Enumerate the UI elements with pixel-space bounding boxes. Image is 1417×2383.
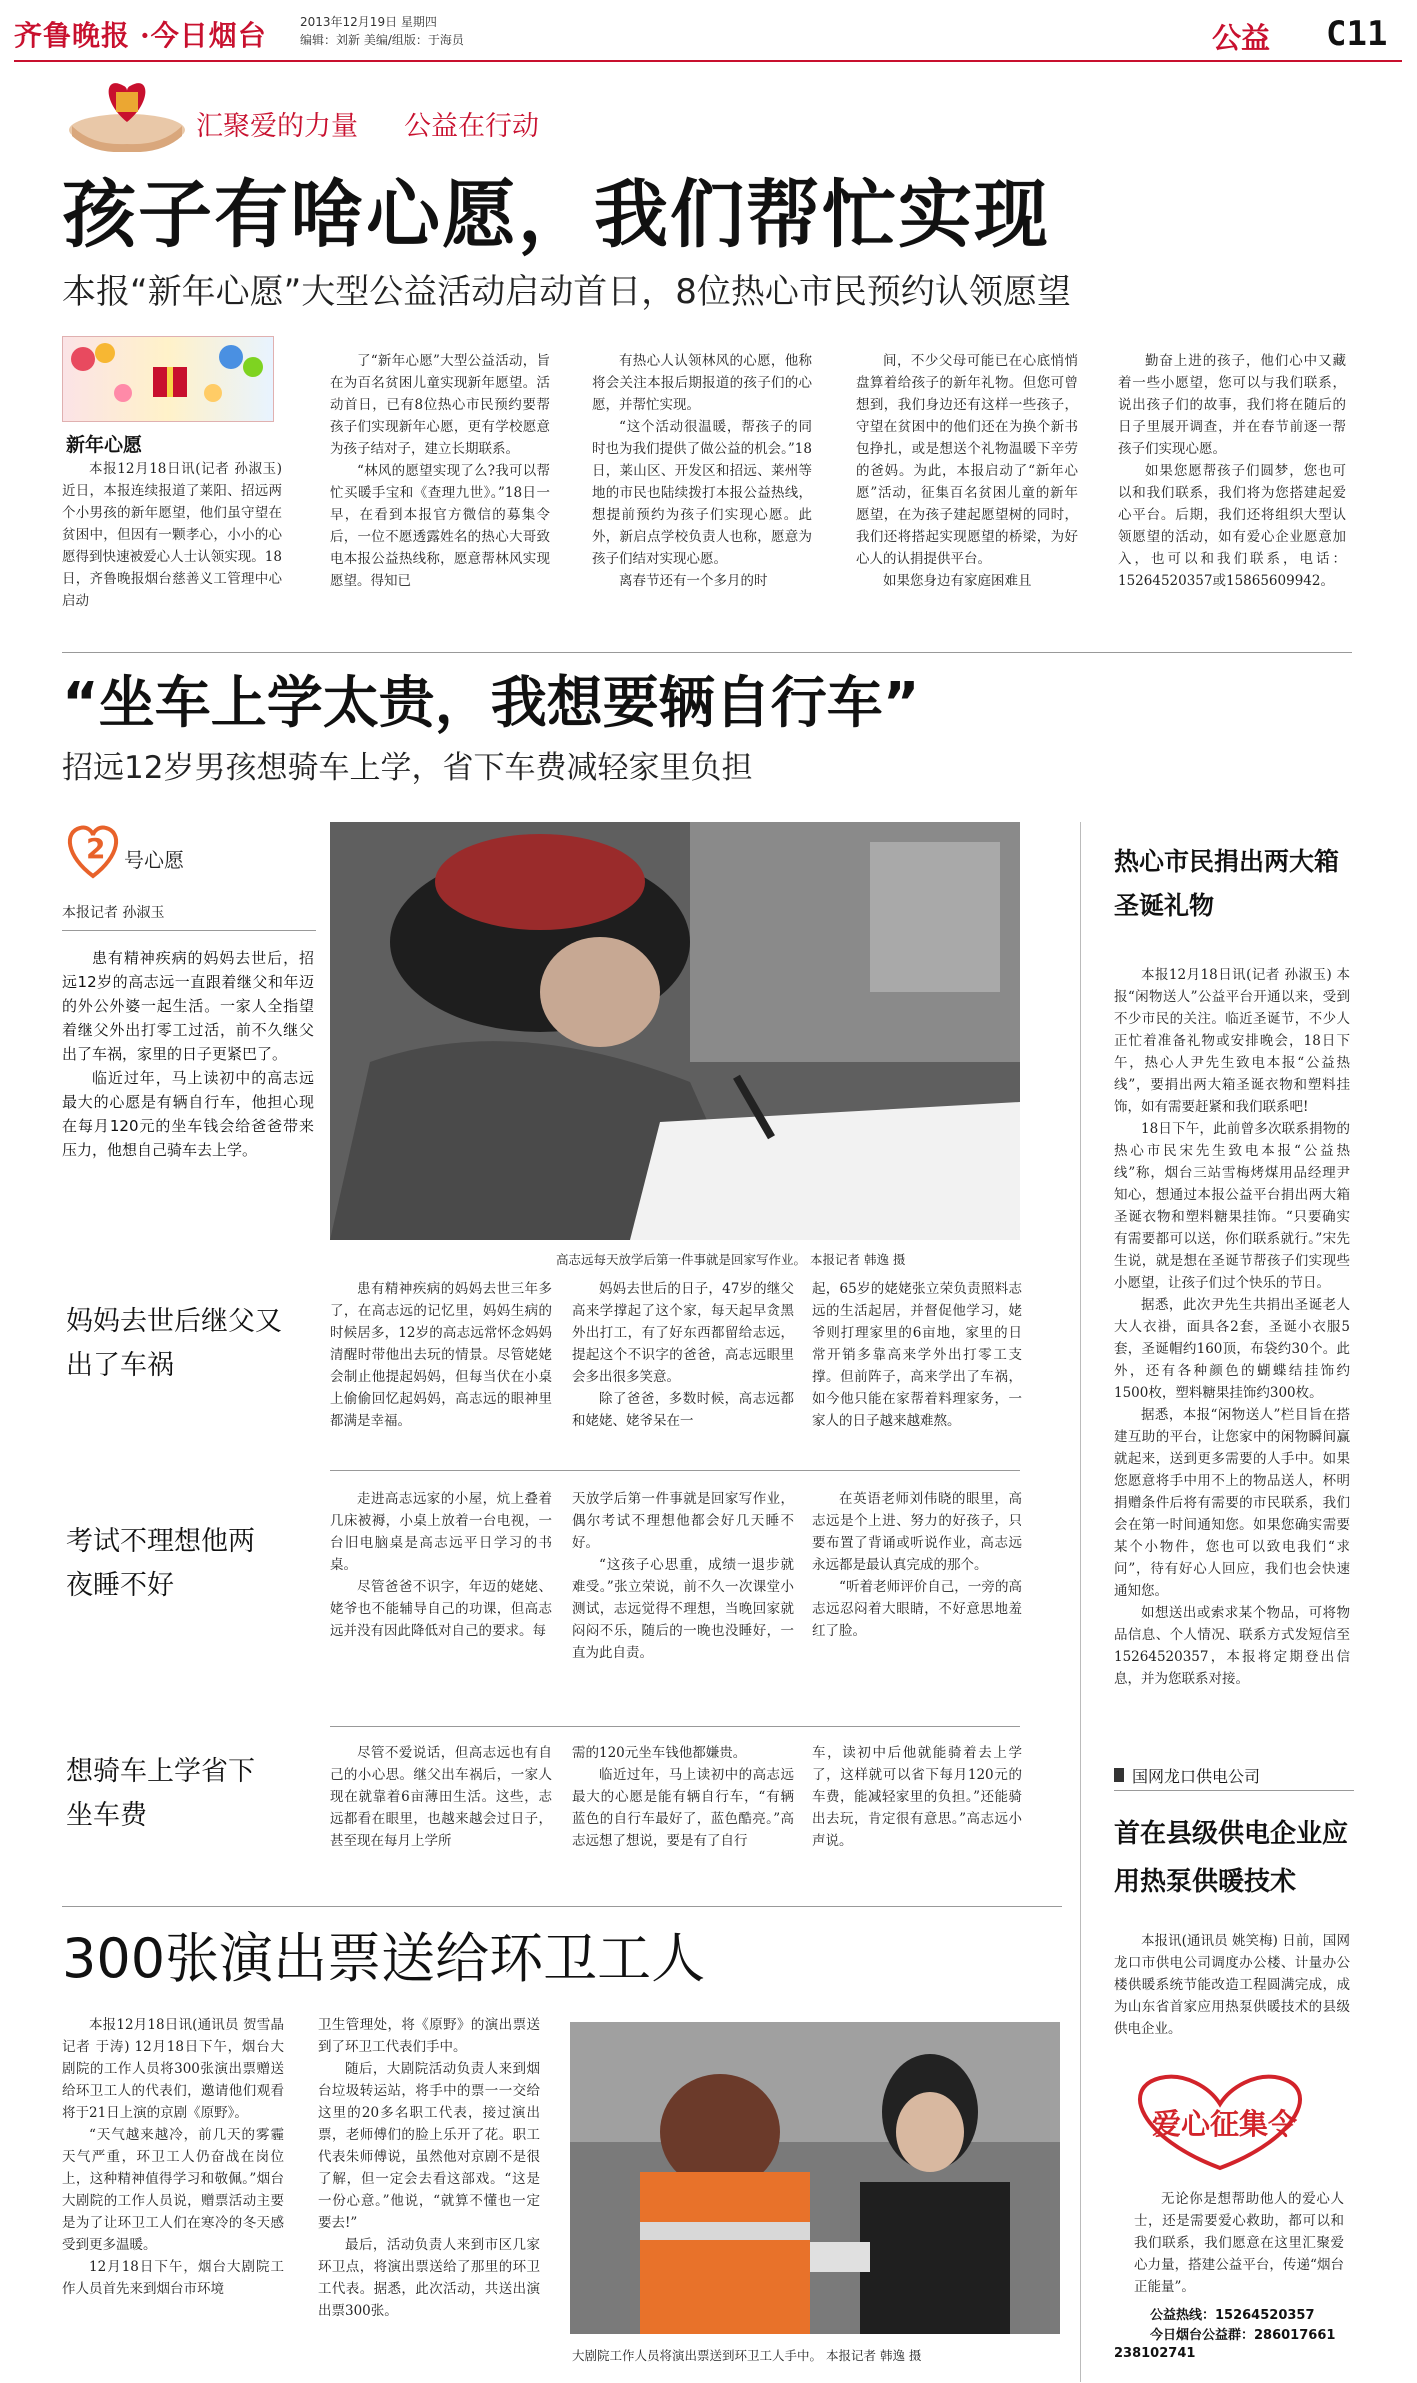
article2-s2c3: 在英语老师刘伟晓的眼里，高志远是个上进、努力的好孩子，只要布置了背诵或听说作业，高志远永远都是最认真完成的那个。 “听着老师评价自己，一旁的高志远忍闷着大眼睛，不好意思地羞红了脸。	[812, 1491, 1022, 1639]
love-extra-number: 238102741	[1114, 2346, 1196, 2361]
editor-line: 编辑：刘新 美编/组版：于海员	[300, 33, 464, 47]
company-tag-label: 国网龙口供电公司	[1132, 1767, 1261, 1786]
article2-s2c1: 走进高志远家的小屋，炕上叠着几床被褥，小桌上放着一台电视，一台旧电脑桌是高志远平日学习的书桌。 尽管爸爸不识字，年迈的姥姥、姥爷也不能辅导自己的功课，但高志远并没有因此降低对自己的要求。每	[330, 1491, 552, 1639]
page-number: C11	[1326, 14, 1388, 54]
category-label: 公益	[1212, 21, 1271, 55]
banner-slogan-right: 公益在行动	[404, 111, 539, 142]
article2-s1c3: 起，65岁的姥姥张立荣负责照料志远的生活起居，并督促他学习，姥爷则打理家里的6亩地，家里的日常开销多靠高来学外出打零工支撑。但前阵子，高来学出了车祸，如今他只能在家帮着料理家务，一家人的日子越来越难熬。	[812, 1281, 1022, 1429]
sidebar-article1-body: 本报12月18日讯(记者 孙淑玉) 本报“闲物送人”公益平台开通以来，受到不少市民的关注。临近圣诞节，不少人正忙着准备礼物或安排晚会，18日下午，热心人尹先生致电本报“公益热线”，要捐出两大箱圣诞衣物和塑料挂饰，如有需要赶紧和我们联系吧! 18日下午，此前曾多次联系捐物的热心市民宋先生致电本报“公益热线”称，烟台三站雪梅烤煤用品经理尹知心，想通过本报公益平台捐出两大箱圣诞衣物和塑料糖果挂饰。“只要确实有需要都可以送，你们联系就行。”宋先生说，就是想在圣诞节帮孩子们实现些小愿望，让孩子们过个快乐的节日。 据悉，此次尹先生共捐出圣诞老人大人衣褂，面具各2套，圣诞小衣服5套，圣诞帽约160顶，布袋约30个。此外，还有各种颜色的蝴蝶结挂饰约1500枚，塑料糖果挂饰约300枚。 据悉，本报“闲物送人”栏目旨在搭建互助的平台，让您家中的闲物瞬间赢就起来，送到更多需要的人手中。如果您愿意将手中用不上的物品送人，杯明捐赠条件后将有需要的市民联系，我们会在第一时间通知您。如果您确实需要某个小物件，您也可以致电我们“求问”，待有好心人回应，我们也会快速通知您。 如想送出或索求某个物品，可将物品信息、个人情况、联系方式发短信至15264520357，本报将定期登出信息，并为您联系对接。	[1114, 967, 1350, 1687]
article3-title: 300张演出票送给环卫工人	[62, 1927, 706, 1990]
article1-col1: 本报12月18日讯(记者 孙淑玉) 近日，本报连续报道了莱阳、招远两个小男孩的新年愿望，他们虽守望在贫困中，但因有一颗孝心，小小的心愿得到快速被爱心人士认领实现。18日，齐鲁晚报烟台慈善义工管理中心启动	[62, 461, 282, 609]
sidebar-article2-body: 本报讯(通讯员 姚笑梅) 日前，国网龙口市供电公司调度办公楼、计量办公楼供暖系统节能改造工程圆满完成，成为山东省首家应用热泵供暖技术的县级供电企业。	[1114, 1933, 1350, 2037]
sidebar-article2-title: 首在县级供电企业应用热泵供暖技术	[1114, 1819, 1349, 1897]
newspaper-logo: 齐鲁晚报	[14, 19, 131, 52]
love-call-text: 无论你是想帮助他人的爱心人士，还是需要爱心救助，都可以和我们联系，我们愿意在这里汇聚爱心力量，搭建公益平台，传递“烟台正能量”。	[1134, 2191, 1344, 2295]
section-name: ·今日烟台	[140, 19, 267, 52]
article2-s3c1: 尽管不爱说话，但高志远也有自己的小心思。继父出车祸后，一家人现在就靠着6亩薄田生活。这些，志远都看在眼里，也越来越会过日子，甚至现在每月上学所	[330, 1745, 552, 1849]
sanitation-worker-photo	[570, 2022, 1060, 2334]
article2-byline: 本报记者 孙淑玉	[62, 905, 165, 921]
header-rule	[14, 60, 1402, 62]
article1-col4: 间，不少父母可能已在心底悄悄盘算着给孩子的新年礼物。但您可曾想到，我们身边还有这样一些孩子，守望在贫困中的他们还在为换个新书包挣扎，或是想送个礼物温暖下辛劳的爸妈。为此，本报启动了“新年心愿”活动，征集百名贫困儿童的新年愿望，在为孩子建起愿望树的同时，我们还将搭起实现愿望的桥梁，为好心人的认捐提供平台。 如果您身边有家庭困难且	[856, 353, 1078, 589]
sidebar-article1-title: 热心市民捐出两大箱圣诞礼物	[1114, 847, 1340, 920]
masthead	[0, 0, 1417, 72]
hands-heart-icon	[62, 66, 192, 152]
love-call-box	[1100, 2068, 1360, 2368]
divider	[62, 1906, 1062, 1907]
love-hotline: 公益热线：15264520357	[1150, 2308, 1315, 2323]
article2-s3c2: 需的120元坐车钱他都嫌贵。 临近过年，马上读初中的高志远最大的心愿是能有辆自行车，“有辆蓝色的自行车最好了，蓝色酷亮。”高志远想了想说，要是有了自行	[572, 1745, 794, 1849]
divider	[330, 1726, 1020, 1727]
article1-title: 孩子有啥心愿，我们帮忙实现	[62, 172, 1050, 258]
article2-s3c3: 车，读初中后他就能骑着去上学了，这样就可以省下每月120元的车费，能减轻家里的负担。”还能骑出去玩，肯定很有意思。”高志远小声说。	[812, 1745, 1022, 1849]
article2-subtitle: 招远12岁男孩想骑车上学，省下车费减轻家里负担	[62, 750, 753, 786]
boy-studying-image	[330, 822, 1020, 1240]
article1-logo-label: 新年心愿	[66, 434, 143, 456]
article2-photo-caption: 高志远每天放学后第一件事就是回家写作业。 本报记者 韩逸 摄	[556, 1252, 906, 1267]
divider	[62, 930, 316, 931]
article1-subtitle: 本报“新年心愿”大型公益活动启动首日，8位热心市民预约认领愿望	[62, 272, 1071, 312]
wish-badge-number: 2	[86, 832, 106, 865]
article1-col5: 勤奋上进的孩子，他们心中又藏着一些小愿望，您可以与我们联系，说出孩子们的故事，我们将在随后的日子里展开调查，并在春节前逐一帮孩子们实现心愿。 如果您愿帮孩子们圆梦，您也可以和我们联系，我们将为您搭建起爱心平台。后期，我们还将组织大型认领愿望的活动，如有爱心企业愿意加入，也可以和我们联系，电话：15264520357或15865609942。	[1118, 353, 1346, 589]
sanitation-worker-image	[570, 2022, 1060, 2334]
divider	[62, 652, 1352, 653]
square-bullet-icon	[1114, 1768, 1124, 1782]
article3-col2: 卫生管理处，将《原野》的演出票送到了环卫工代表们手中。 随后，大剧院活动负责人来到烟台垃圾转运站，将手中的票一一交给这里的20多名职工代表，接过演出票，老师傅们的脸上乐开了花。职工代表朱师傅说，虽然他对京剧不是很了解，但一定会去看这部戏。“这是一份心意。”他说，“就算不懂也一定要去!” 最后，活动负责人来到市区几家环卫点，将演出票送给了那里的环卫工代表。据悉，此次活动，共送出演出票300张。	[318, 2017, 540, 2319]
article2-s2c2: 天放学后第一件事就是回家写作业，偶尔考试不理想他都会好几天睡不好。 “这孩子心思重，成绩一退步就难受。”张立荣说，前不久一次课堂小测试，志远觉得不理想，当晚回家就闷闷不乐，随后的一晚也没睡好，一直为此自责。	[572, 1491, 794, 1661]
date-line: 2013年12月19日 星期四	[300, 15, 437, 29]
article1-col2: 了“新年心愿”大型公益活动，旨在为百名贫困儿童实现新年愿望。活动首日，已有8位热心市民预约要帮孩子们实现新年心愿，更有学校愿意为孩子结对子，建立长期联系。 “林风的愿望实现了么?我可以帮忙买暖手宝和《查理九世》。”18日一早，在看到本报官方微信的募集令后，一位不愿透露姓名的热心大哥致电本报公益热线称，愿意帮林风实现愿望。得知已	[330, 353, 550, 589]
love-call-title: 爱心征集令	[1152, 2107, 1298, 2141]
company-tag	[1114, 1762, 1354, 1791]
boy-studying-photo	[330, 822, 1020, 1240]
article2-s1c1: 患有精神疾病的妈妈去世三年多了，在高志远的记忆里，妈妈生病的时候居多，12岁的高志远常怀念妈妈清醒时带他出去玩的情景。尽管姥姥会制止他提起妈妈，但每当伏在小桌上偷偷回忆起妈妈，高志远的眼神里都满是幸福。	[330, 1281, 552, 1429]
banner	[0, 66, 1417, 156]
article2-s1c2: 妈妈去世后的日子，47岁的继父高来学撑起了这个家，每天起早贪黑外出打工，有了好东西都留给志远，提起这个不识字的爸爸，高志远眼里会多出很多笑意。 除了爸爸，多数时候，高志远都和姥姥、姥爷呆在一	[572, 1281, 794, 1429]
subhead-mother: 妈妈去世后继父又出了车祸	[66, 1306, 282, 1381]
love-wechat: 今日烟台公益群：286017661	[1150, 2328, 1336, 2343]
subhead-exam: 考试不理想他两夜睡不好	[66, 1526, 255, 1601]
article3-col1: 本报12月18日讯(通讯员 贺雪晶 记者 于涛) 12月18日下午，烟台大剧院的工作人员将300张演出票赠送给环卫工人的代表们，邀请他们观看将于21日上演的京剧《原野》。 “天气越来越冷，前几天的雾霾天气严重，环卫工人仍奋战在岗位上，这种精神值得学习和敬佩。”烟台大剧院的工作人员说，赠票活动主要是为了让环卫工人们在寒冷的冬天感受到更多温暖。 12月18日下午，烟台大剧院工作人员首先来到烟台市环境	[62, 2017, 284, 2297]
divider	[330, 1470, 1020, 1471]
banner-slogan-left: 汇聚爱的力量	[196, 111, 358, 142]
article2-title: “坐车上学太贵，我想要辆自行车”	[62, 671, 920, 736]
balloons-icon	[63, 337, 273, 421]
wish-badge-label: 号心愿	[124, 848, 184, 872]
new-year-wish-logo	[62, 336, 274, 422]
sidebar-rule	[1080, 822, 1081, 2382]
article1-col3: 有热心人认领林风的心愿，他称将会关注本报后期报道的孩子们的心愿，并帮忙实现。 “这个活动很温暖，帮孩子的同时也为我们提供了做公益的机会。”18日，莱山区、开发区和招远、莱州等地的市民也陆续拨打本报公益热线，想提前预约为孩子们实现心愿。此外，新启点学校负责人也称，愿意为孩子们结对实现心愿。 离春节还有一个多月的时	[592, 353, 812, 589]
subhead-bike: 想骑车上学省下坐车费	[66, 1756, 255, 1831]
article2-lead: 患有精神疾病的妈妈去世后，招远12岁的高志远一直跟着继父和年迈的外公外婆一起生活。一家人全指望着继父外出打零工过活，前不久继父出了车祸，家里的日子更紧巴了。 临近过年，马上读初中的高志远最大的心愿是有辆自行车，他担心现在每月120元的坐车钱会给爸爸带来压力，他想自己骑车去上学。	[62, 949, 314, 1159]
article3-photo-caption: 大剧院工作人员将演出票送到环卫工人手中。 本报记者 韩逸 摄	[572, 2348, 922, 2363]
